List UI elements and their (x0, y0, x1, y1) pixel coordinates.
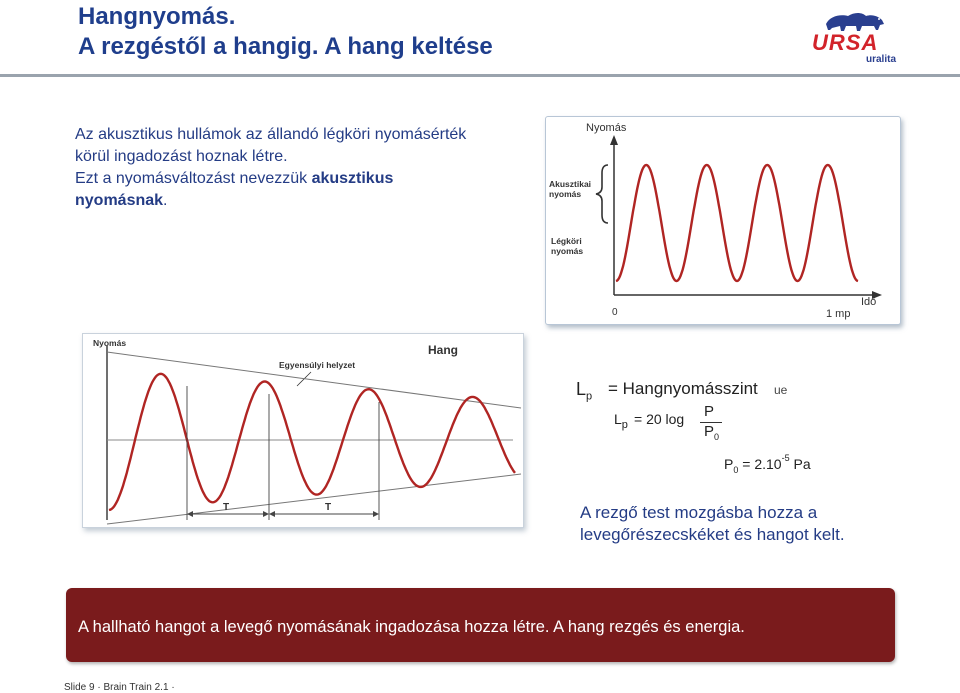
lp-definition: = Hangnyomásszint (608, 379, 758, 398)
wave-y-label: Nyomás (93, 338, 127, 348)
diagram-y-label: Nyomás (586, 122, 627, 134)
intro-bold-term: akusztikus nyomásnak (75, 170, 394, 209)
title-line-2: A rezgéstől a hangig. A hang keltése (78, 33, 493, 60)
period-arrow-2-right-icon (373, 511, 379, 517)
diagram-x-label: Idő (861, 296, 877, 308)
sine-wave (616, 165, 858, 281)
summary-banner (66, 588, 895, 662)
time-zero-label: 0 (612, 307, 618, 318)
lower-envelope (107, 474, 521, 524)
sound-pressure-formula (576, 375, 836, 485)
brace-icon (596, 165, 608, 223)
formula-denominator: $P_0$ (704, 423, 720, 442)
formula-artifact: ue (774, 383, 788, 397)
period-arrow-2-left-icon (269, 511, 275, 517)
pressure-time-diagram (545, 116, 901, 325)
period-label-1: T (223, 502, 230, 513)
slide-footer: Slide 9 · Brain Train 2.1 · (64, 682, 175, 693)
lp-symbol: $L_p$ (576, 379, 593, 403)
equilibrium-label: Egyensúlyi helyzet (279, 360, 356, 370)
summary-text: A hallható hangot a levegő nyomásának ingadozása hozza létre. A hang rezgés és energia. (78, 618, 745, 636)
damped-wave (109, 374, 515, 510)
slide-number: Slide 9 (64, 682, 95, 693)
reference-pressure: $P_0 = 2.10^{-5}$ Pa (724, 453, 811, 475)
formula-equals: = 20 log (634, 411, 685, 427)
ursa-wordmark: URSA (812, 30, 879, 55)
lp-symbol-equation: $L_p$ (614, 411, 628, 431)
acoustic-pressure-label-2: nyomás (549, 189, 582, 199)
atmospheric-pressure-label-1: Légköri (551, 236, 582, 246)
uralita-wordmark: uralita (866, 54, 897, 65)
atmospheric-pressure-label-2: nyomás (551, 246, 584, 256)
period-arrow-1-left-icon (187, 511, 193, 517)
slide-title (78, 2, 493, 62)
formula-numerator: P (704, 403, 715, 420)
period-arrow-1-right-icon (263, 511, 269, 517)
intro-paragraph-1: Az akusztikus hullámok az állandó légköri nyomásérték körül ingadozást hoznak létre. (75, 126, 467, 165)
damped-wave-diagram (82, 333, 524, 528)
course-name: Brain Train 2.1 (103, 682, 169, 693)
bear-icon (826, 13, 884, 31)
time-one-second-label: 1 mp (826, 308, 851, 320)
ursa-logo (806, 8, 906, 66)
intro-paragraph-2: Ezt a nyomásváltozást nevezzük akusztikus nyomásnak. (75, 170, 394, 209)
header-divider (0, 74, 960, 77)
y-arrow-icon (610, 135, 618, 145)
sound-label: Hang (428, 343, 458, 357)
period-label-2: T (325, 502, 332, 513)
vibration-explanation: A rezgő test mozgásba hozza a levegőrészecskéket és hangot kelt. (580, 503, 845, 544)
title-line-1: Hangnyomás. (78, 3, 236, 30)
acoustic-pressure-label-1: Akusztikai (549, 179, 592, 189)
intro-text (75, 124, 475, 212)
